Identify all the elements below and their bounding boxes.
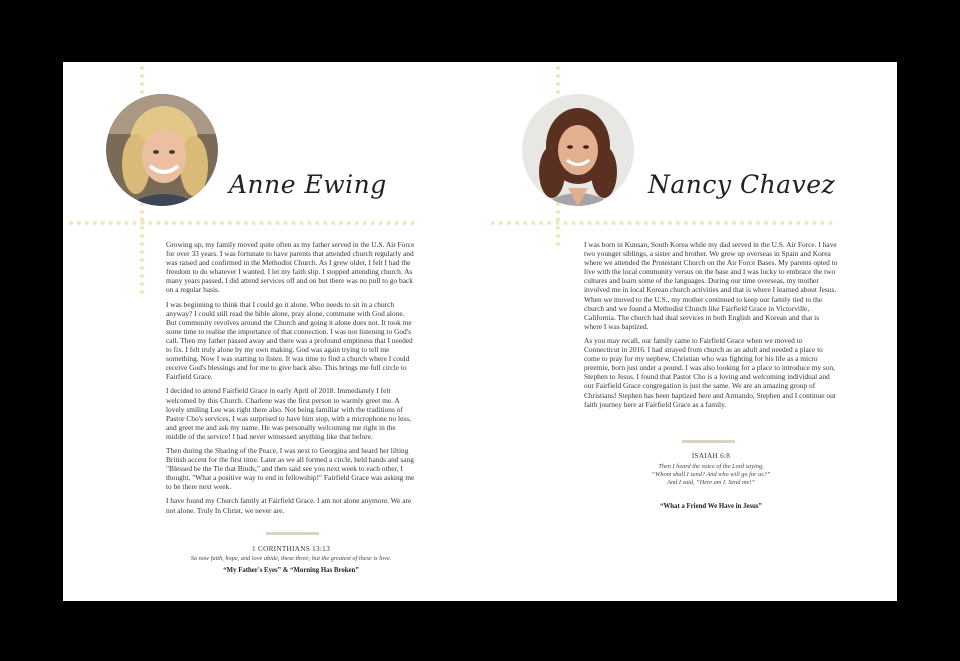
anne-ewing-photo xyxy=(106,94,218,206)
left-verse-reference: 1 CORINTHIANS 13:13 xyxy=(252,545,330,553)
nancy-chavez-photo xyxy=(522,94,634,206)
right-divider-rule xyxy=(682,440,735,443)
left-paragraph: Then during the Sharing of the Peace, I was next to Georgina and heard her lilting British accent for the first time. Later as we all formed a circle, held hands and sang "Blessed be the Tie that Binds," and then said see you next week to each other, I thought, "What a positive way to end in fellowship!" Fairfield Grace was asking me to be there next week. xyxy=(166,445,415,492)
right-paragraph: I was born in Kunsan, South Korea while my dad served in the U.S. Air Force. I have two younger siblings, a sister and brother. We grew up overseas in Spain and Korea where we attended the Protestant Church on the Air Force Bases. My parents opted to live with the local community versus on the base and I was lucky to embrace the two cultures and learn some of the languages. During our time overseas, my mother involved me in local Korean church activities and that is where I learned about Jesus. When we moved to the U.S., my mother continued to keep our family tied to the church and we found a Methodist Church like Fairfield Grace in Victorville, California. The church had dual services in both English and Korean and that is where I was baptized. xyxy=(584,240,838,331)
left-horizontal-dots xyxy=(69,221,415,225)
right-story-text xyxy=(584,240,838,414)
left-person-name: Anne Ewing xyxy=(229,170,387,199)
left-verse-text xyxy=(156,555,426,563)
left-paragraph: I decided to attend Fairfield Grace in early April of 2018. Immediately I felt welcomed by this Church. Charlene was the first person to warmly greet me. A lovely smiling Lee was right there also. Not being familiar with the traditions of Pastor Cho's services, I was surprised to have him stop, with a microphone no less, and greet me and ask my name. He was personally welcoming me right in the middle of the service! I had never witnessed anything like that before. xyxy=(166,386,411,441)
left-song-titles: “My Father's Eyes” & “Morning Has Broken” xyxy=(223,567,359,574)
left-story-text xyxy=(166,240,416,520)
booklet-spread xyxy=(63,62,897,601)
right-song-titles: “What a Friend We Have in Jesus” xyxy=(660,503,762,510)
left-divider-rule xyxy=(266,532,319,535)
right-verse-line: Then I heard the voice of the Lord saying, xyxy=(658,463,764,470)
left-verse-line: So now faith, hope, and love abide, these three; but the greatest of these is love. xyxy=(190,555,392,562)
left-paragraph: Growing up, my family moved quite often as my father served in the U.S. Air Force for over 33 years. I was fortunate to have parents that attended church regularly and was raised and confirmed in the Methodist Church. As I grew older, I felt I had the freedom to do whatever I wanted. I let my faith slip. I stopped attending church. As many years passed, I did attend services off and on but there was no pull to go back on a regular basis. xyxy=(166,240,415,295)
right-person-name: Nancy Chavez xyxy=(648,170,836,199)
right-verse-text xyxy=(584,463,838,487)
left-paragraph: I have found my Church family at Fairfield Grace. I am not alone anymore. We are not alone. Truly In Christ, we never are. xyxy=(166,496,412,515)
right-verse-line: “Whom shall I send? And who will go for us?” xyxy=(651,471,771,478)
right-horizontal-dots xyxy=(491,221,833,225)
left-paragraph: I was beginning to think that I could go it alone. Who needs to sit in a church anyway? I could still read the bible alone, pray alone, commune with God alone. But community revolves around the Church and going it alone does not. It took me some time to realise the importance of that connection. I was not listening to God's call. Then my father passed away and there was a profound emptiness that I needed to fix. I felt truly alone by my own making. God was again trying to tell me something. Now I was starting to listen. It was time to find a church where I could receive God's blessings and for me to give back also. This brings me full circle to Fairfield Grace. xyxy=(166,299,413,382)
right-verse-reference: ISAIAH 6:8 xyxy=(691,452,731,460)
right-paragraph: As you may recall, our family came to Fairfield Grace when we moved to Connecticut in 2016. I had strayed from church as an adult and needed a place to come to pray for my nephew, Christian who was fighting for his life as a micro preemie, born just under a pound. I was also looking for a place to introduce my son, Stephen to Jesus. I found that Pastor Cho is a loving and welcoming individual and our Fairfield Grace congregation is just the same. We are an amazing group of Christians! Stephen has been baptized here and Armando, Stephen and I continue our faith journey here at Fairfield Grace as a family. xyxy=(584,335,837,409)
right-verse-line: And I said, “Here am I. Send me!” xyxy=(667,479,755,486)
